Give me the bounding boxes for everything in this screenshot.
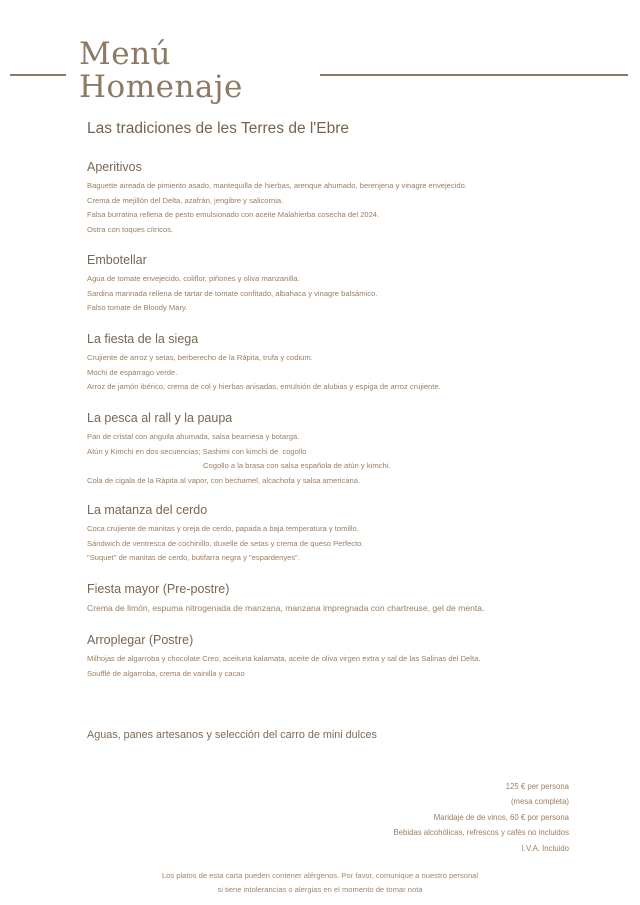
section-heading: La pesca al rall y la paupa xyxy=(87,411,233,425)
menu-subtitle: Las tradiciones de les Terres de l'Ebre xyxy=(87,120,350,137)
dish-item: Pan de cristal con anguila ahumada, salsa bearnesa y botarga. xyxy=(87,432,300,441)
allergen-footer xyxy=(0,869,640,896)
footer-line1: Los platos de esta carta pueden contener alérgenos. Por favor, comunique a nuestro personal xyxy=(161,871,479,880)
section-fiesta-siega xyxy=(87,331,441,395)
dish-item: Crema de mejillón del Delta, azafrán, jengibre y salicornia. xyxy=(87,195,284,205)
section-heading: La fiesta de la siega xyxy=(87,332,199,346)
dish-list xyxy=(87,652,480,681)
dish-item: Soufflé de algarroba, crema de vainilla y cacao xyxy=(87,668,245,678)
section-embotellar xyxy=(87,252,377,316)
closing-note: Aguas, panes artesanos y selección del carro de mini dulces xyxy=(87,729,377,741)
dish-item: Ostra con toques cítricos. xyxy=(87,224,174,234)
dish-item: Cola de cigala de la Ràpita al vapor, con bechamel, alcachofa y salsa americana. xyxy=(87,475,361,485)
vat-note: I.V.A. Incluido xyxy=(521,843,569,853)
dish-item: Mochi de espárrago verde. xyxy=(87,367,178,377)
wine-pairing: Maridaje de de vinos, 60 € por persona xyxy=(433,812,569,822)
dish-list xyxy=(87,522,364,566)
section-aperitivos xyxy=(87,159,467,237)
dish-list xyxy=(87,351,441,395)
pricing-block xyxy=(393,779,569,856)
dish-list xyxy=(87,430,390,488)
price-per-person: 125 € per persona xyxy=(505,782,569,791)
dish-item: "Suquet" de manitas de cerdo, butifarra negra y "espardenyes". xyxy=(87,553,300,563)
title-rule-left xyxy=(10,74,66,76)
section-pre-postre xyxy=(87,581,484,616)
dish-item: Crujiente de arroz y setas, berberecho de la Ràpita, trufa y codium. xyxy=(87,353,313,362)
title-rule-right xyxy=(320,74,628,76)
dish-list xyxy=(87,601,484,616)
section-heading: Aperitivos xyxy=(87,160,142,174)
dish-item: Baguette aireada de pimiento asado, mantequilla de hierbas, arenque ahumado, berenjena y vinagre envejecido. xyxy=(87,181,467,190)
drinks-note: Bebidas alcohólicas, refrescos y cafés no incluidos xyxy=(393,828,569,838)
dish-item: Atún y Kimchi en dos secuencias; Sashimi con kimchi de cogollo xyxy=(87,446,307,456)
dish-item: Cogollo a la brasa con salsa española de atún y kimchi. xyxy=(87,461,391,471)
dish-item: Arroz de jamón ibérico, crema de col y hierbas anisadas, emulsión de alubias y espiga de arroz crujiente. xyxy=(87,382,441,392)
section-heading: Embotellar xyxy=(87,253,147,267)
section-heading: La matanza del cerdo xyxy=(87,503,208,517)
section-pesca xyxy=(87,410,390,488)
dish-item: Sándwich de ventresca de cochinillo, duxelle de setas y crema de queso Perfecto. xyxy=(87,538,364,548)
section-matanza xyxy=(87,502,364,566)
dish-item: Falsa burratina rellena de pesto emulsionado con aceite Malahierba cosecha del 2024. xyxy=(87,210,380,220)
menu-title-line1: Menú xyxy=(79,36,172,72)
dish-item: Coca crujiente de manitas y oreja de cerdo, papada a baja temperatura y tomillo. xyxy=(87,524,359,533)
dish-list xyxy=(87,179,467,237)
dish-list xyxy=(87,272,377,316)
section-heading: Arroplegar (Postre) xyxy=(87,633,194,647)
price-note: (mesa completa) xyxy=(510,797,569,807)
footer-line2: si tiene intolerancias o alergias en el momento de tomar nota xyxy=(217,884,423,894)
dish-item: Crema de limón, espuma nitrogenada de manzana, manzana impregnada con chartreuse, gel de menta. xyxy=(87,603,485,613)
dish-item: Milhojas de algarroba y chocolate Creo, aceituna kalamata, aceite de oliva virgen extra y sal de las Salinas del Delta. xyxy=(87,654,481,663)
dish-item: Sardina marinada rellena de tartar de tomate confitado, albahaca y vinagre balsámico. xyxy=(87,288,378,298)
dish-item: Falso tomate de Bloody Mary. xyxy=(87,303,188,313)
section-heading: Fiesta mayor (Pre-postre) xyxy=(87,582,230,596)
menu-title-line2: Homenaje xyxy=(79,69,243,105)
dish-item: Agua de tomate envejecido, coliflor, piñones y oliva manzanilla. xyxy=(87,274,300,283)
menu-title xyxy=(79,38,243,104)
section-postre xyxy=(87,632,480,681)
